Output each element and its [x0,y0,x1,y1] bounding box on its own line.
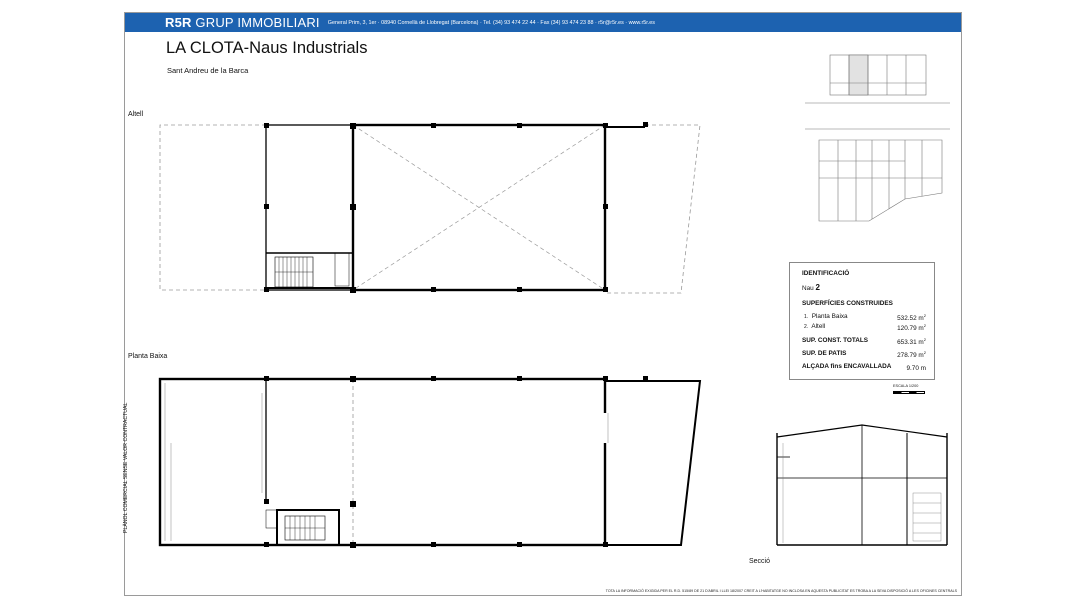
nau-id: Nau 2 [802,283,820,292]
surface-row: 2. Altell 120.79 $m^2$ [804,323,926,333]
identification-table [789,262,935,380]
section-drawing [777,425,947,545]
company-logo: R5R GRUP IMMOBILIARI [165,15,320,30]
label-planta-baixa: Planta Baixa [128,353,168,360]
label-seccio: Secció [749,558,771,565]
plan-sheet [124,12,962,596]
identificacio-heading: IDENTIFICACIÓ [802,270,850,277]
total-row: SUP. CONST. TOTALS 653.31 $m^2$ [802,337,926,347]
key-plan-building [805,55,950,129]
altell-plan [160,122,700,293]
total-row: ALÇADA fins ENCAVALLADA 9.70 m [802,363,926,373]
scale-label: ESCALA 1/200 [893,384,919,388]
total-row: SUP. DE PATIS 278.79 $m^2$ [802,350,926,360]
contact-info: General Prim, 3, 1er · 08940 Cornellà de Llobregat (Barcelona) · Tel. (34) 93 474 22 44 · Fax (34) 93 474 23 88 · r5r@r5r.es · www.r5r.es [327,19,655,26]
surface-row: 1. Planta Baixa 532.52 $m^2$ [804,313,926,323]
vertical-disclaimer: PLÀNOL COMERCIAL SENSE VALOR CONTRACTUAL [123,402,129,533]
legal-footnote: TOTA LA INFORMACIÓ EXIGIDA PER EL R.D. 515/89 DE 21 D'ABRIL I LLEI 18/2007 CREIT A L'HABITATGE NO INCLOSA EN AQUESTA PUBLICITAT ES TROBA A LA SEVA DISPOSICIÓ A LES OFICINES CENTRALS [605,589,957,593]
superficies-heading: SUPERFÍCIES CONSTRUIDES [802,300,893,307]
document-title: LA CLOTA-Naus Industrials [166,39,368,57]
document-subtitle: Sant Andreu de la Barca [167,66,249,75]
planta-baixa-plan [160,376,700,548]
site-plan [819,140,942,221]
scale-bar [893,391,925,394]
label-altell: Altell [128,111,144,118]
